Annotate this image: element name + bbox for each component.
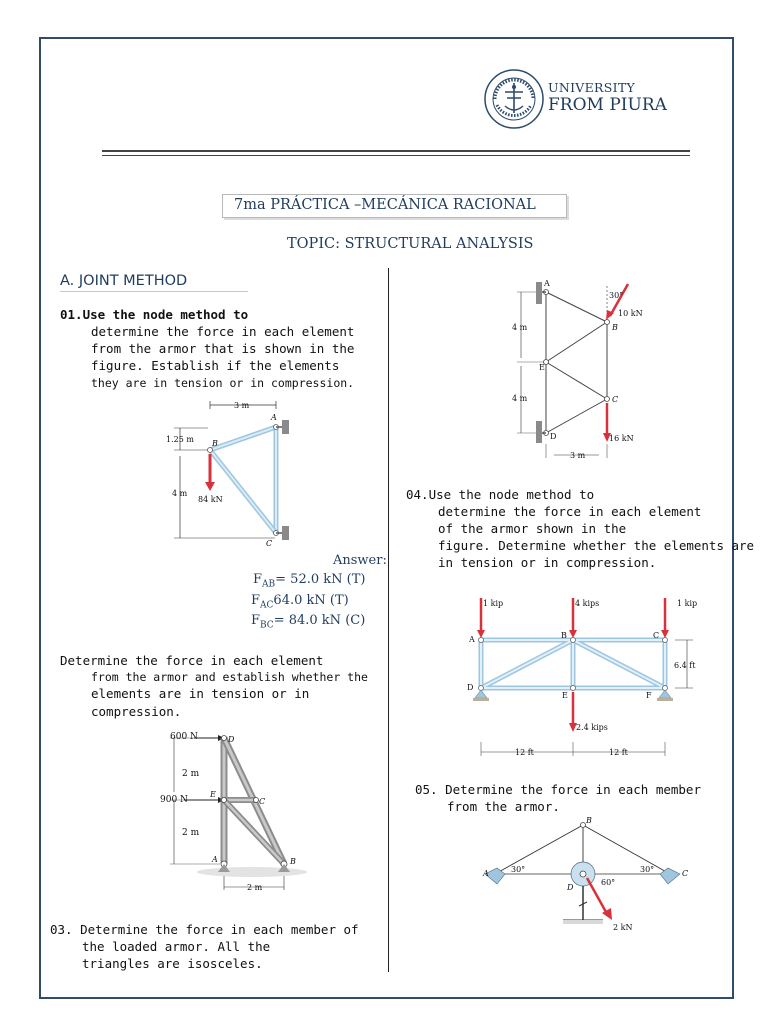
problem04-text-line2: determine the force in each element	[438, 504, 702, 519]
answer-fab: $F_{AB}= 52.0$ kN (T)	[253, 572, 366, 590]
header-rule-thin	[102, 155, 690, 156]
fig02-node-d: D	[228, 735, 235, 744]
fig02-dim2: 2 m	[182, 828, 200, 838]
fig03-angle: 30°	[609, 291, 624, 300]
fig02-dim1: 2 m	[182, 769, 200, 779]
fig05-angle-load: 60°	[601, 878, 616, 887]
problem01-text-line5: they are in tension or in compression.	[91, 376, 355, 390]
fig03-node-d: D	[550, 432, 557, 441]
fig02-node-b: B	[290, 857, 296, 866]
fig04-node-b: B	[561, 631, 567, 640]
fig04-node-a: A	[469, 635, 475, 644]
header-rule	[102, 150, 690, 152]
fig02-node-e: E	[210, 790, 216, 799]
fig04-load-a: 1 kip	[483, 599, 504, 608]
answer-fac: $F_{AC}64.0$ kN (T)	[251, 593, 349, 611]
truss-figure-04	[453, 592, 708, 762]
problem05-text-line1: 05. Determine the force in each member	[415, 782, 701, 797]
fig02-node-a: A	[212, 855, 218, 864]
fig01-node-c: C	[266, 539, 273, 548]
fig05-node-c: C	[682, 869, 689, 878]
fig04-node-f: F	[646, 691, 652, 700]
fig04-node-c: C	[653, 631, 660, 640]
fig01-dim-top: 3 m	[234, 401, 250, 410]
fig02-load-top: 600 N	[170, 732, 198, 742]
fig04-span1: 12 ft	[515, 748, 534, 757]
fig01-node-a: A	[271, 413, 277, 422]
problem04-text-line3: of the armor shown in the	[438, 521, 627, 536]
problem02-text-line2: from the armor and establish whether the	[91, 670, 368, 684]
problem02-text-line3: elements are in tension or in	[91, 686, 310, 701]
truss-figure-02	[158, 728, 308, 898]
fig04-height: 6.4 ft	[674, 661, 696, 670]
fig04-node-e: E	[562, 691, 568, 700]
topic-heading: TOPIC: STRUCTURAL ANALYSIS	[287, 236, 534, 252]
fig03-node-e: E	[539, 363, 545, 372]
fig03-node-c: C	[612, 395, 619, 404]
fig02-load-mid: 900 N	[160, 795, 188, 805]
fig01-node-b: B	[212, 439, 218, 448]
problem02-text-line4: compression.	[91, 704, 182, 719]
university-name-line2: FROM PIURA	[548, 95, 667, 115]
fig05-angle-right: 30°	[640, 865, 655, 874]
fig02-dim-bottom: 2 m	[247, 883, 263, 892]
fig05-load: 2 kN	[613, 923, 633, 932]
fig02-node-c: C	[259, 797, 266, 806]
fig03-dim1: 4 m	[512, 323, 528, 332]
column-divider	[388, 268, 389, 972]
problem02-text-line1: Determine the force in each element	[60, 653, 324, 668]
fig05-node-b: B	[586, 816, 592, 825]
section-heading-underline	[60, 291, 248, 292]
problem01-text-line4: figure. Establish if the elements	[91, 358, 340, 373]
problem01-text-line2: determine the force in each element	[91, 324, 355, 339]
fig04-span2: 12 ft	[609, 748, 628, 757]
fig01-dim-left: 4 m	[172, 489, 188, 498]
university-seal-logo	[483, 68, 545, 130]
fig04-load-b: 4 kips	[575, 599, 600, 608]
fig03-dim-bottom: 3 m	[570, 451, 586, 460]
problem03-text-line1: 03. Determine the force in each member of	[50, 922, 359, 937]
problem01-title: 01.Use the node method to	[60, 307, 249, 322]
fig04-node-d: D	[467, 683, 474, 692]
answer-fbc: $F_{BC}= 84.0$ kN (C)	[251, 613, 366, 631]
fig05-angle-left: 30°	[511, 865, 526, 874]
truss-figure-01	[160, 398, 300, 548]
problem04-text-line5: in tension or in compression.	[438, 555, 657, 570]
problem03-text-line2: the loaded armor. All the	[82, 939, 271, 954]
truss-figure-05	[475, 812, 695, 937]
fig03-load-top: 10 kN	[618, 309, 643, 318]
fig03-node-b: B	[612, 323, 618, 332]
problem01-text-line3: from the armor that is shown in the	[91, 341, 355, 356]
fig04-load-e: 2.4 kips	[576, 723, 608, 732]
problem04-text-line4: figure. Determine whether the elements are	[438, 538, 755, 553]
problem04-text-line1: 04.Use the node method to	[406, 487, 595, 502]
fig03-node-a: A	[544, 279, 550, 288]
fig01-dim-left-top: 1.25 m	[166, 435, 194, 444]
fig03-dim2: 4 m	[512, 394, 528, 403]
section-heading-joint-method: A. JOINT METHOD	[60, 273, 188, 289]
page-title: 7ma PRÁCTICA –MECÁNICA RACIONAL	[234, 197, 536, 213]
fig01-load-label: 84 kN	[198, 495, 223, 504]
university-name-line1: UNIVERSITY	[548, 80, 636, 95]
fig04-load-c: 1 kip	[677, 599, 698, 608]
problem03-text-line3: triangles are isosceles.	[82, 956, 263, 971]
fig05-node-d: D	[567, 883, 574, 892]
fig03-load-bottom: 16 kN	[609, 434, 634, 443]
fig05-node-a: A	[483, 869, 489, 878]
answer-label: Answer:	[333, 553, 387, 568]
truss-figure-03	[508, 278, 688, 463]
problem05-text-line2: from the armor.	[447, 799, 560, 814]
